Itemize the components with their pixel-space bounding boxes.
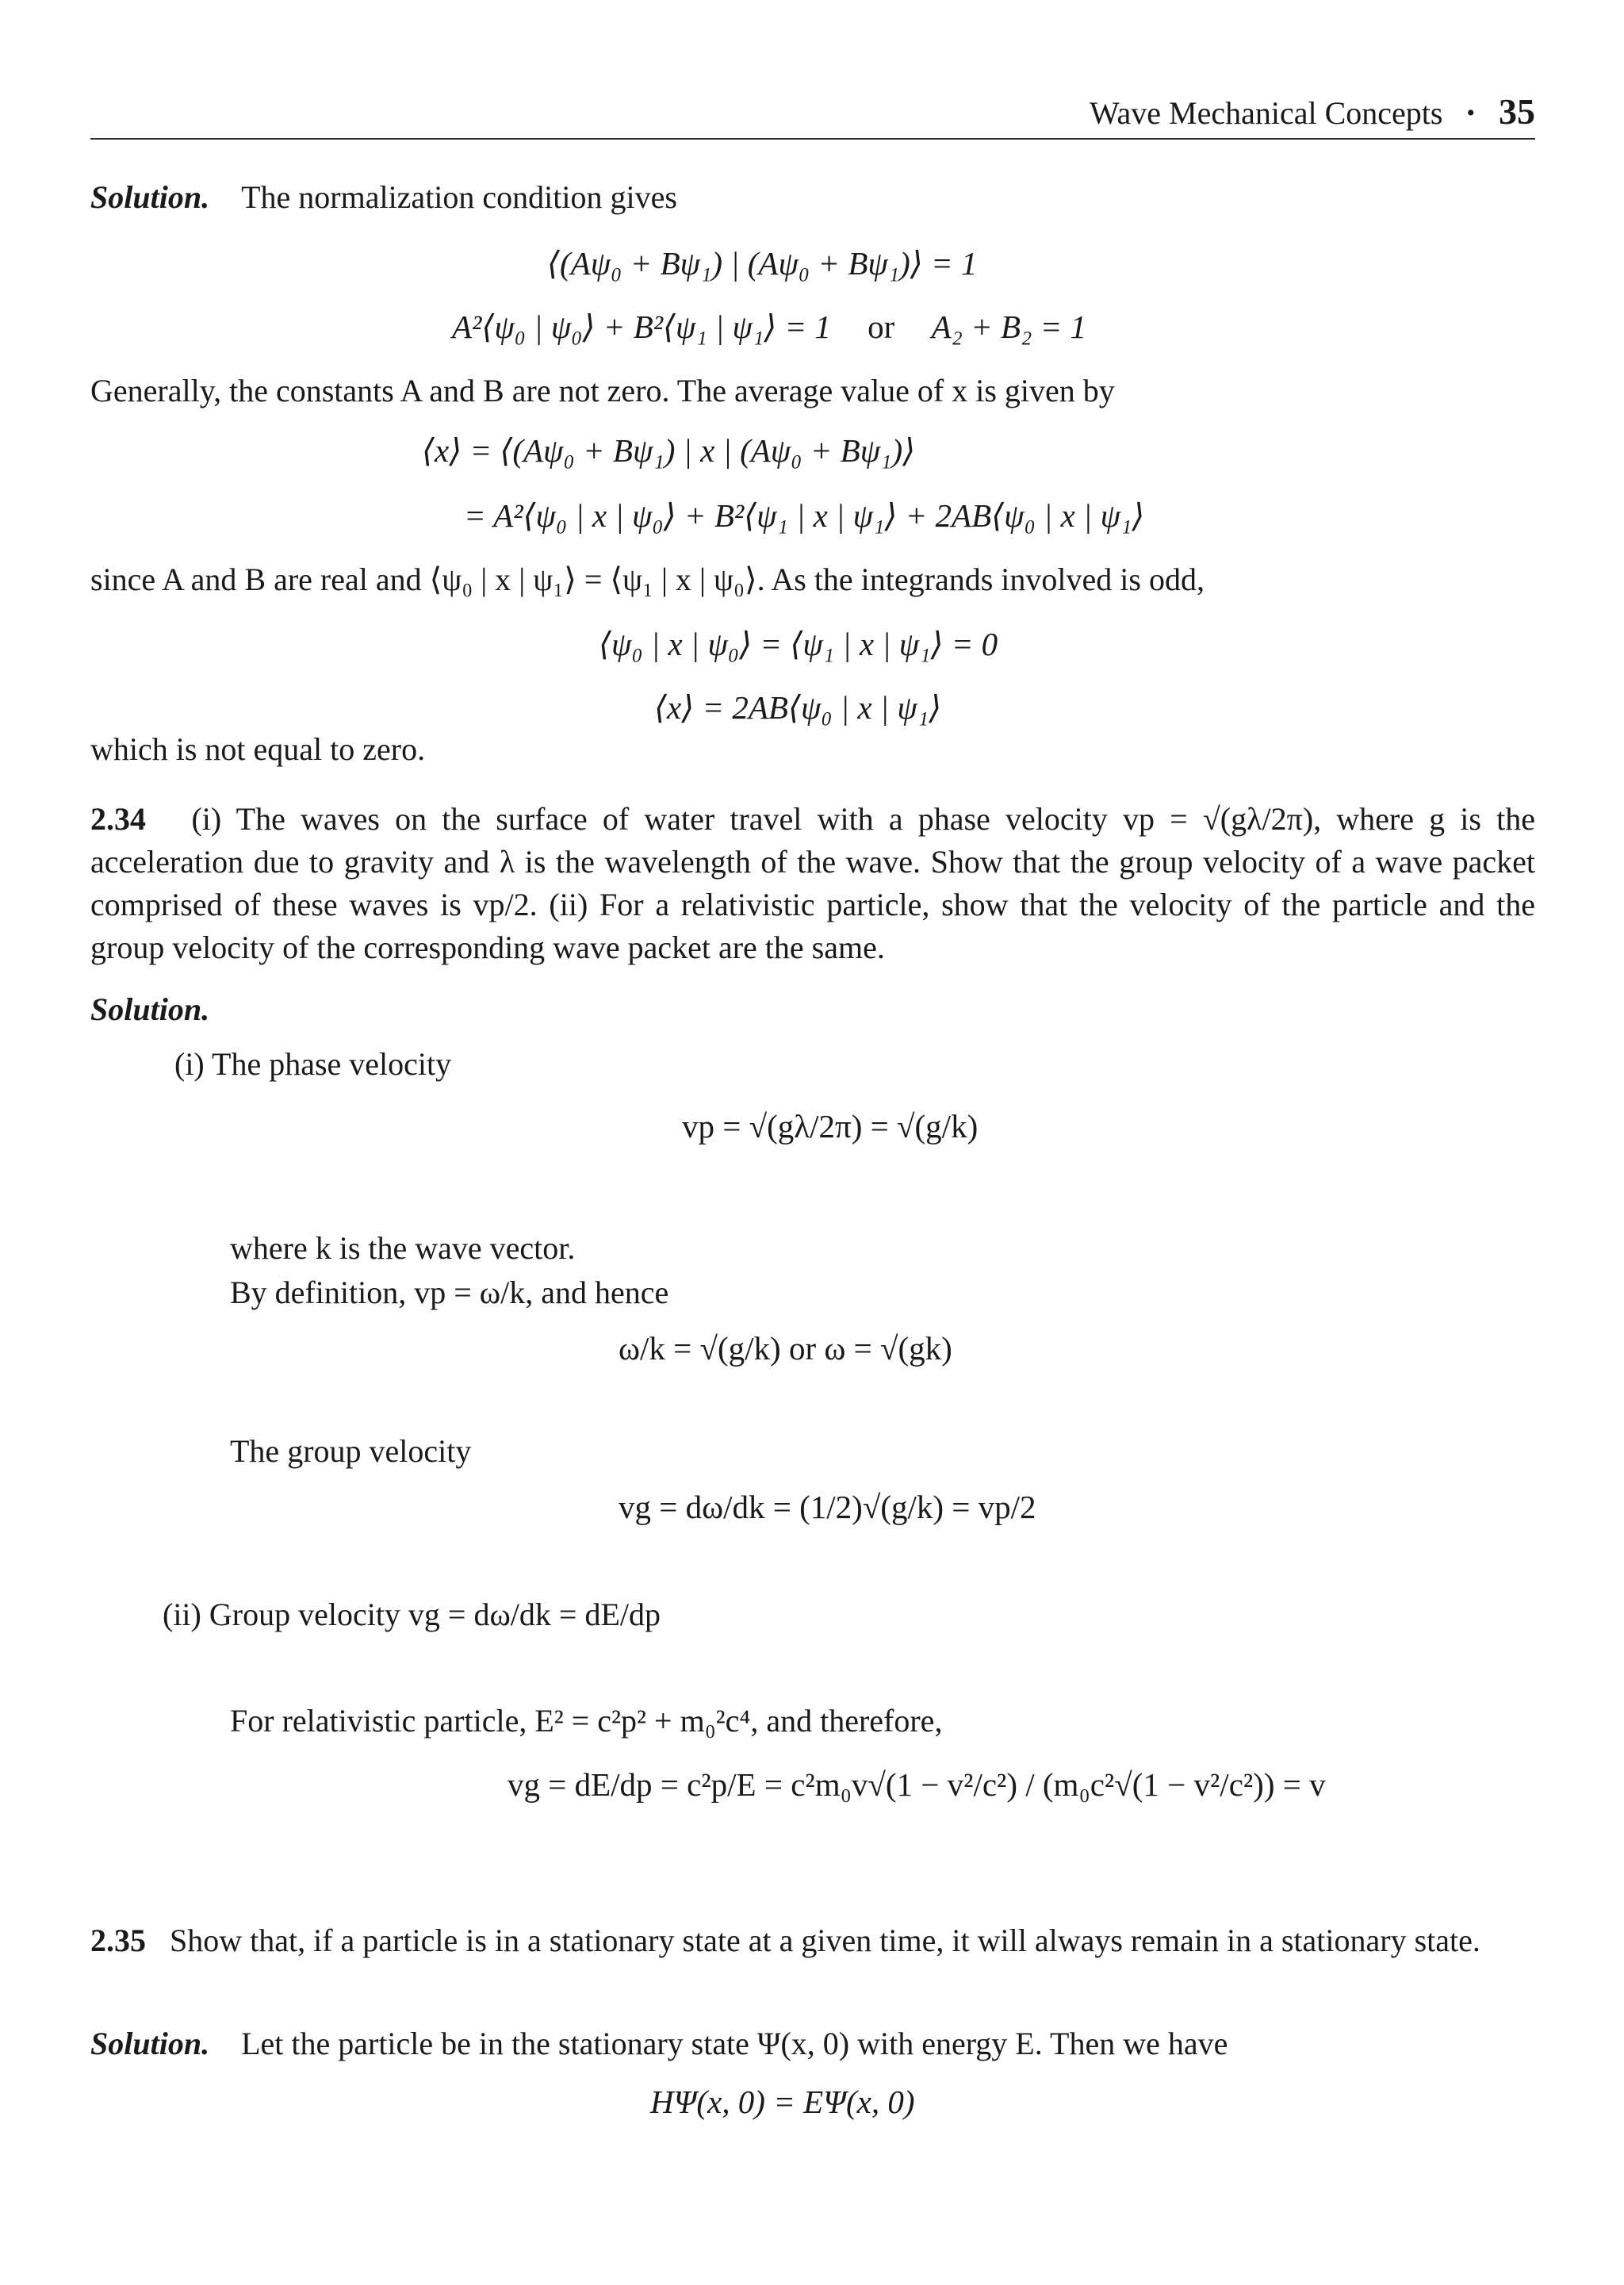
- part-ii-text: (ii) Group velocity vg = dω/dk = dE/dp: [163, 1597, 661, 1632]
- where-k-text: where k is the wave vector.: [230, 1230, 576, 1266]
- equation-average-x-expanded: = A²⟨ψ₀ | x | ψ₀⟩ + B²⟨ψ₁ | x | ψ₁⟩ + 2AB⟨ψ₀ | x | ψ₁⟩: [464, 497, 1145, 534]
- problem-2-35: [90, 1919, 1535, 1962]
- problem-2-34: [90, 798, 1535, 969]
- solution-text: Let the particle be in the stationary state Ψ(x, 0) with energy E. Then we have: [241, 2026, 1228, 2061]
- solution-3-paragraph: [90, 2022, 1535, 2065]
- equation-group-velocity: vg = dω/dk = (1/2)√(g/k) = vp/2: [619, 1489, 1036, 1525]
- group-velocity-text: The group velocity: [230, 1433, 472, 1469]
- solution-paragraph: [90, 176, 1535, 219]
- equation-phase-velocity: vp = √(gλ/2π) = √(g/k): [682, 1108, 979, 1144]
- equation-or: or: [868, 309, 895, 345]
- problem-number: 2.34: [90, 801, 146, 837]
- problem-text: Show that, if a particle is in a stationary state at a given time, it will always remain in a stationary state.: [170, 1923, 1480, 1958]
- equation-average-x-result: ⟨x⟩ = 2AB⟨ψ₀ | x | ψ₁⟩: [654, 689, 942, 726]
- by-definition-text: By definition, vp = ω/k, and hence: [230, 1275, 669, 1310]
- problem-number: 2.35: [90, 1923, 146, 1958]
- header-bullet: •: [1466, 100, 1475, 126]
- part-i-text: (i) The phase velocity: [174, 1046, 452, 1082]
- equation-coefficients-right: A₂ + B₂ = 1: [931, 309, 1086, 345]
- header-title: Wave Mechanical Concepts: [1089, 95, 1443, 131]
- paragraph-since: since A and B are real and ⟨ψ₀ | x | ψ₁⟩ = ⟨ψ₁ | x | ψ₀⟩. As the integrands involved is odd,: [90, 562, 1205, 597]
- running-header: [1089, 91, 1535, 132]
- equation-coefficients: [452, 311, 1086, 343]
- equation-stationary-state: HΨ(x, 0) = EΨ(x, 0): [650, 2084, 915, 2120]
- equation-normalization: ⟨(Aψ₀ + Bψ₁) | (Aψ₀ + Bψ₁)⟩ = 1: [547, 245, 978, 282]
- solution-text: The normalization condition gives: [241, 179, 677, 215]
- equation-coefficients-left: A²⟨ψ₀ | ψ₀⟩ + B²⟨ψ₁ | ψ₁⟩ = 1: [452, 309, 831, 345]
- equation-relativistic-velocity: vg = dE/dp = c²p/E = c²m₀v√(1 − v²/c²) / (m₀c²√(1 − v²/c²)) = v: [508, 1766, 1326, 1803]
- solution-label: Solution.: [90, 2026, 210, 2061]
- header-rule: [90, 138, 1535, 140]
- solution-label: Solution.: [90, 179, 210, 215]
- relativistic-text: For relativistic particle, E² = c²p² + m₀²c⁴, and therefore,: [230, 1703, 943, 1739]
- page-number: 35: [1499, 91, 1535, 132]
- equation-average-x: ⟨x⟩ = ⟨(Aψ₀ + Bψ₁) | x | (Aψ₀ + Bψ₁)⟩: [422, 432, 916, 469]
- paragraph-which: which is not equal to zero.: [90, 731, 426, 767]
- solution-2-label: Solution.: [90, 991, 210, 1027]
- equation-odd-integrands: ⟨ψ₀ | x | ψ₀⟩ = ⟨ψ₁ | x | ψ₁⟩ = 0: [599, 626, 998, 662]
- equation-omega: ω/k = √(g/k) or ω = √(gk): [619, 1330, 952, 1367]
- paragraph-generally: Generally, the constants A and B are not zero. The average value of x is given by: [90, 373, 1115, 408]
- problem-text: (i) The waves on the surface of water travel with a phase velocity vp = √(gλ/2π), where g is the acceleration due to gravity and λ is the wavelength of the wave. Show that the group velocity of a wave packet comprised of these waves is vp/2. (ii) For a relativistic particle, show that the velocity of the particle and the group velocity of the corresponding wave packet are the same.: [90, 801, 1536, 965]
